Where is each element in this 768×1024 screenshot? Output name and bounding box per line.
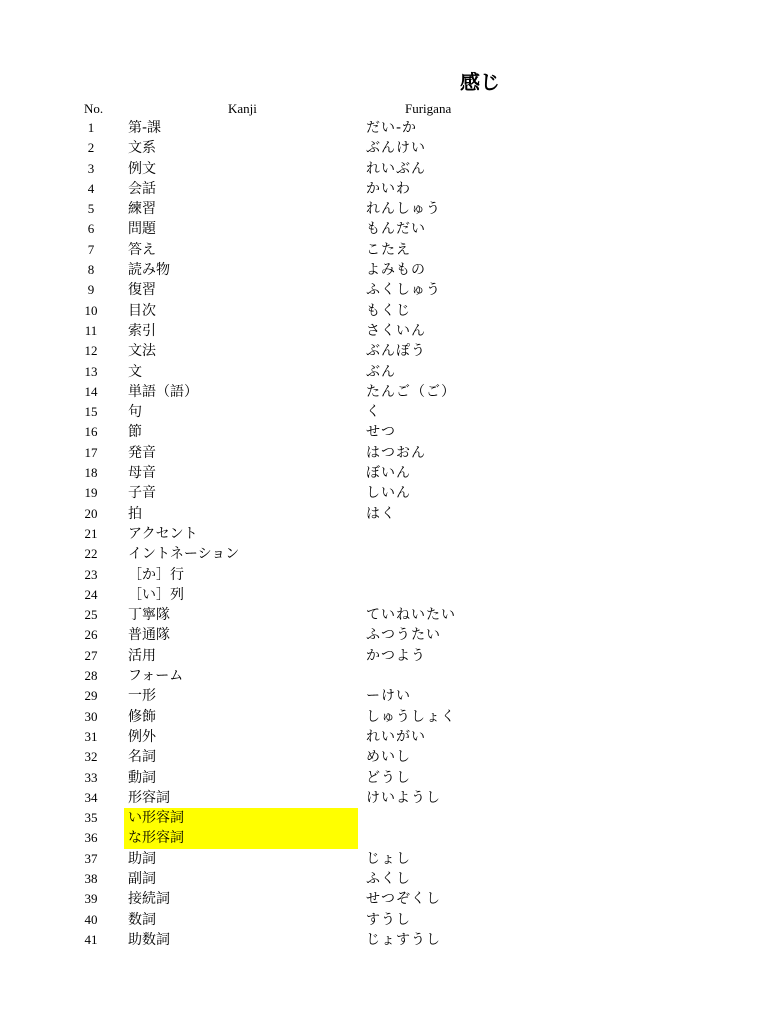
row-number: 10 [84,302,98,318]
row-number: 36 [84,830,98,846]
table-row [0,138,768,158]
row-number: 2 [87,140,95,156]
table-row [0,727,768,747]
table-row [0,382,768,402]
table-row [0,260,768,280]
kanji-cell: 活用 [128,647,156,664]
row-number: 11 [84,322,98,338]
table-row [0,118,768,138]
row-number: 4 [87,180,95,196]
kanji-cell: 助詞 [128,850,156,867]
kanji-cell: 動詞 [128,769,156,786]
row-number: 18 [84,465,98,481]
kanji-cell: 拍 [128,505,142,522]
kanji-cell: 練習 [128,201,156,218]
table-row [0,544,768,564]
table-row [0,301,768,321]
row-number: 23 [84,566,98,582]
kanji-cell: 数詞 [128,911,156,928]
row-number: 38 [84,870,98,886]
table-row [0,605,768,625]
table-row [0,362,768,382]
furigana-cell: たんご（ご） [366,383,456,400]
table-row [0,219,768,239]
table-row [0,869,768,889]
row-number: 29 [84,688,98,704]
furigana-cell: はく [366,505,396,522]
row-number: 39 [84,891,98,907]
row-number: 1 [87,120,95,135]
table-row [0,199,768,219]
furigana-cell: ふくしゅう [366,282,441,299]
kanji-cell: 句 [128,404,142,421]
kanji-cell: 普通隊 [128,627,170,644]
furigana-cell: く [366,404,381,421]
table-row [0,422,768,442]
table-row [0,910,768,930]
table-row [0,625,768,645]
row-number: 32 [84,749,98,765]
header-furigana: Furigana [405,101,452,116]
furigana-cell: よみもの [366,262,426,279]
table-row [0,159,768,179]
furigana-cell: じょすうし [366,931,441,948]
furigana-cell: れいがい [366,728,426,745]
kanji-cell: 例文 [128,160,156,177]
table-row [0,565,768,585]
table-row [0,280,768,300]
furigana-cell: じょし [366,850,411,867]
table-row [0,889,768,909]
kanji-cell: 第-課 [128,120,162,136]
furigana-cell: しゅうしょく [366,708,456,725]
furigana-cell: ーけい [366,688,411,705]
furigana-cell: ぶんぽう [366,343,426,360]
kanji-cell: 助数詞 [128,931,170,948]
furigana-cell: めいし [366,749,411,766]
table-row [0,646,768,666]
row-number: 3 [87,160,95,176]
kanji-cell: 母音 [128,465,156,482]
kanji-cell: 発音 [128,444,156,461]
kanji-cell: 復習 [128,282,156,299]
table-row [0,828,768,848]
table-row [0,504,768,524]
furigana-cell: はつおん [366,444,426,461]
kanji-cell: 例外 [128,728,156,745]
table-row [0,483,768,503]
table-row [0,747,768,767]
table-row [0,808,768,828]
furigana-cell: ふつうたい [366,627,441,644]
furigana-cell: れんしゅう [366,201,441,218]
table-row [0,788,768,808]
furigana-cell: ぶん [366,363,396,380]
page-title: 感じ [460,70,500,94]
row-number: 37 [84,850,98,866]
table-row [0,524,768,544]
row-number: 24 [84,586,98,602]
kanji-cell: 形容詞 [128,789,170,806]
table-row [0,768,768,788]
kanji-cell: イントネーション [128,546,240,563]
kanji-cell: ［か］行 [128,566,184,583]
kanji-cell: 答え [128,241,156,258]
kanji-cell: 節 [128,424,142,441]
table-row [0,686,768,706]
furigana-cell: ていねいたい [366,607,456,624]
kanji-cell: 目次 [128,302,156,319]
row-number: 30 [84,708,98,724]
furigana-cell: もんだい [366,221,426,238]
table-row [0,707,768,727]
furigana-cell: ぶんけい [366,140,426,157]
table-row [0,240,768,260]
furigana-cell: れいぶん [366,160,426,177]
kanji-cell: 修飾 [128,708,156,725]
row-number: 22 [84,546,98,562]
row-number: 34 [84,789,98,805]
row-number: 20 [84,505,98,521]
table-row [0,463,768,483]
row-number: 19 [84,485,98,501]
row-number: 17 [84,444,98,460]
table-row [0,930,768,950]
kanji-cell: 丁寧隊 [128,607,170,624]
furigana-cell: けいようし [366,789,441,806]
furigana-cell: もくじ [366,302,411,319]
row-number: 35 [84,810,98,826]
kanji-cell: 会話 [128,180,156,197]
furigana-cell: しいん [366,485,411,502]
table-row [0,849,768,869]
kanji-cell: な形容詞 [124,828,358,848]
table-row [0,585,768,605]
row-number: 40 [84,911,98,927]
row-number: 14 [84,383,98,399]
row-number: 7 [87,241,95,257]
row-number: 5 [87,201,95,217]
furigana-cell: かいわ [366,180,411,197]
kanji-cell: 読み物 [128,262,170,279]
furigana-cell: せつぞくし [366,891,441,908]
kanji-cell: 問題 [128,221,156,238]
header-kanji: Kanji [228,101,257,116]
kanji-cell: 文系 [128,140,156,157]
kanji-cell: 一形 [128,688,156,705]
row-number: 41 [84,931,98,947]
kanji-cell: 索引 [128,322,156,339]
table-row [0,443,768,463]
table-row [0,666,768,686]
row-number: 26 [84,627,98,643]
kanji-cell: 接続詞 [128,891,170,908]
row-number: 31 [84,728,98,744]
row-number: 8 [87,262,95,278]
furigana-cell: ぼいん [366,465,411,482]
kanji-cell: ［い］列 [128,586,184,603]
furigana-cell: かつよう [366,647,426,664]
row-number: 27 [84,647,98,663]
kanji-cell: 名詞 [128,749,156,766]
furigana-cell: せつ [366,424,396,441]
table-row [0,321,768,341]
furigana-cell: さくいん [366,322,426,339]
row-number: 15 [84,404,98,420]
table-row [0,179,768,199]
header-no: No. [84,101,104,116]
kanji-cell: 文 [128,363,142,380]
table-row [0,341,768,361]
table-row [0,402,768,422]
kanji-cell: 副詞 [128,870,156,887]
kanji-cell: 文法 [128,343,156,360]
kanji-cell: 単語（語） [128,383,198,400]
furigana-cell: だい-か [366,120,418,136]
kanji-cell: い形容詞 [124,808,358,828]
furigana-cell: すうし [366,911,411,928]
row-number: 33 [84,769,98,785]
row-number: 21 [84,525,98,541]
row-number: 28 [84,668,98,684]
row-number: 9 [87,282,95,298]
row-number: 13 [84,363,98,379]
kanji-cell: アクセント [128,525,198,542]
furigana-cell: ふくし [366,870,411,887]
kanji-cell: フォーム [128,668,184,685]
furigana-cell: どうし [366,769,411,786]
row-number: 6 [87,221,95,237]
row-number: 16 [84,424,98,440]
vocabulary-table [0,118,768,950]
row-number: 12 [84,343,98,359]
furigana-cell: こたえ [366,241,411,258]
kanji-cell: 子音 [128,485,156,502]
row-number: 25 [84,607,98,623]
